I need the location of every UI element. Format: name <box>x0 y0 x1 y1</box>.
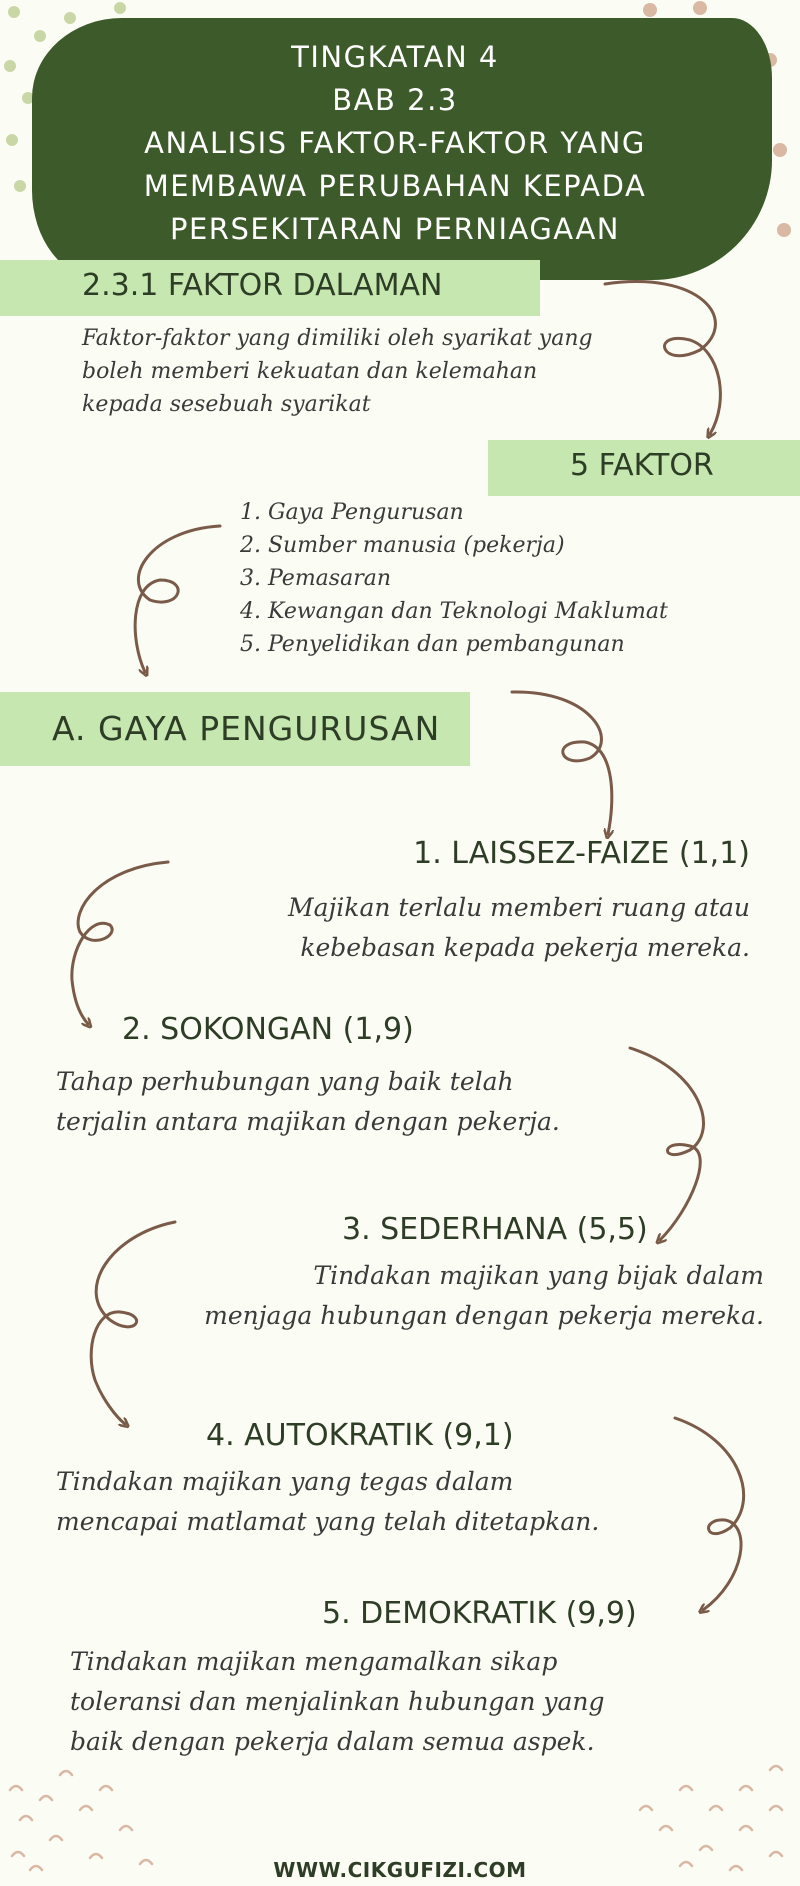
title-line: BAB 2.3 <box>332 83 458 117</box>
list-item: 3. Pemasaran <box>240 566 392 591</box>
section-title-internal: 2.3.1 FAKTOR DALAMAN <box>82 268 443 303</box>
title-line: TINGKATAN 4 <box>291 40 499 74</box>
style-title: 1. LAISSEZ-FAIZE (1,1) <box>413 836 750 871</box>
style-line: terjalin antara majikan dengan pekerja. <box>56 1107 560 1136</box>
arrow-icon <box>135 526 220 672</box>
style-line: Tindakan majikan yang tegas dalam <box>56 1467 514 1496</box>
arrow-icon <box>630 1048 704 1240</box>
style-line: baik dengan pekerja dalam semua aspek. <box>70 1727 595 1756</box>
footer-url: WWW.CIKGUFIZI.COM <box>273 1858 527 1882</box>
list-item: 2. Sumber manusia (pekerja) <box>240 533 565 558</box>
list-item: 4. Kewangan dan Teknologi Maklumat <box>240 599 668 624</box>
title-line: MEMBAWA PERUBAHAN KEPADA <box>143 169 647 203</box>
description-line: boleh memberi kekuatan dan kelemahan <box>82 359 538 384</box>
title-line: PERSEKITARAN PERNIAGAAN <box>170 212 620 246</box>
arrow-icon <box>512 692 612 834</box>
style-line: mencapai matlamat yang telah ditetapkan. <box>56 1507 600 1536</box>
title-line: ANALISIS FAKTOR-FAKTOR YANG <box>144 126 646 160</box>
section-title-factors: 5 FAKTOR <box>570 448 714 483</box>
list-item: 1. Gaya Pengurusan <box>240 500 464 525</box>
style-line: Tahap perhubungan yang baik telah <box>56 1067 514 1096</box>
description-line: Faktor-faktor yang dimiliki oleh syarikat yang <box>82 326 593 351</box>
style-line: toleransi dan menjalinkan hubungan yang <box>70 1687 605 1716</box>
section-title-management: A. GAYA PENGURUSAN <box>52 709 441 748</box>
style-line: Tindakan majikan yang bijak dalam <box>313 1261 764 1290</box>
style-line: menjaga hubungan dengan pekerja mereka. <box>204 1301 764 1330</box>
style-title: 2. SOKONGAN (1,9) <box>122 1012 414 1047</box>
arrow-icon <box>605 282 720 434</box>
style-title: 4. AUTOKRATIK (9,1) <box>206 1418 514 1453</box>
style-title: 3. SEDERHANA (5,5) <box>342 1212 648 1247</box>
arrow-icon <box>675 1418 744 1610</box>
description-line: kepada sesebuah syarikat <box>82 392 371 417</box>
style-line: kebebasan kepada pekerja mereka. <box>300 933 750 962</box>
style-title: 5. DEMOKRATIK (9,9) <box>322 1596 637 1631</box>
style-line: Tindakan majikan mengamalkan sikap <box>70 1647 558 1676</box>
list-item: 5. Penyelidikan dan pembangunan <box>240 632 625 657</box>
arrow-icon <box>91 1222 175 1424</box>
style-line: Majikan terlalu memberi ruang atau <box>288 893 750 922</box>
arrow-icon <box>72 862 168 1024</box>
